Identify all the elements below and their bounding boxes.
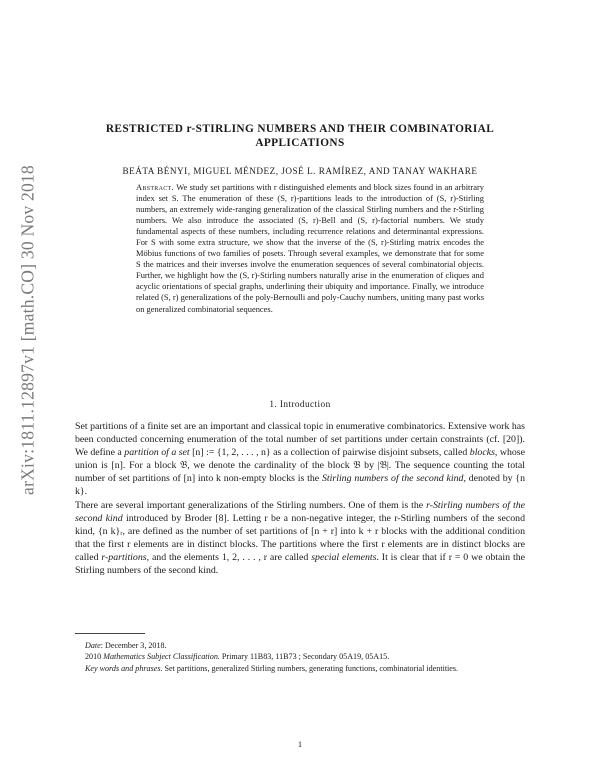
text-run: [n] := {1, 2, . . . , n} as a collection of pairwise disjoint subsets, called [189,447,470,459]
msc-label: Mathematics Subject Classification. [103,652,220,662]
emphasis: special elements [311,551,377,563]
text-run: , whose union is [n]. For a block 𝔅, we denote the cardinality of the block 𝔅 by |𝔅|. The sequence counting the total number of set partitions of [n] into k non-empty blocks is the [75,447,526,485]
emphasis: r-partitions [101,551,147,563]
msc-value: Primary 11B83, 11B73 ; Secondary 05A19, 05A15. [219,652,390,662]
author-list: BEÁTA BÉNYI, MIGUEL MÉNDEZ, JOSÉ L. RAMÍREZ, AND TANAY WAKHARE [122,166,478,176]
text-run: Set partitions of a finite set are an important and classical topic in enumerative combinatorics. Extensive work has been conducted concerning enumeration of the total number of set partitions under certain constraints (cf. [20]). We define a [75,421,525,459]
footnote-msc [75,651,525,662]
paper-title [75,122,525,150]
section-heading: 1. Introduction [269,400,331,410]
msc-year: 2010 [85,652,104,662]
emphasis: blocks [469,447,495,459]
abstract-text: We study set partitions with r distinguished elements and block sizes found in an arbitrary index set S. The enumeration of these (S, r)-partitions leads to the introduction of (S, r)-Stirling numbers, an extremely wide-ranging generalization of the classical Stirling numbers and the r-Stirling numbers. We also introduce the associated (S, r)-Bell and (S, r)-factorial numbers. We study fundamental aspects of these numbers, including recurrence relations and determinantal expressions. For S with some extra structure, we show that the inverse of the (S, r)-Stirling matrix encodes the Möbius functions of two families of posets. Through several examples, we demonstrate that for some S the matrices and their inverses involve the enumeration sequences of several combinatorial objects. Further, we highlight how the (S, r)-Stirling numbers naturally arise in the enumeration of cliques and acyclic orientations of special graphs, underlining their ubiquity and importance. Finally, we introduce related (S, r) generalizations of the poly-Bernoulli and poly-Cauchy numbers, uniting many past works on generalized combinatorial sequences. [136,182,484,314]
text-run: introduced by Broder [8]. Letting r be a non-negative integer, the r-Stirling numbers of the second kind, {n k}ᵣ, are defined as the number of set partitions of [n + r] into k + r blocks with the additional condition that the first r elements are in distinct blocks. The partitions where the first r elements are in distinct blocks are called [75,512,525,563]
title-line-1: RESTRICTED r-STIRLING NUMBERS AND THEIR COMBINATORIAL [105,123,495,135]
footnote-divider [75,633,145,634]
text-run: There are several important generalizations of the Stirling numbers. One of them is the [75,499,427,511]
text-run: . It is clear that if r = 0 we obtain the Stirling numbers of the second kind. [75,551,525,577]
emphasis: partition of a set [124,447,190,459]
date-label: Date [85,641,101,650]
emphasis: r-Stirling numbers of the second kind [75,499,525,524]
paragraph-1 [75,420,525,499]
keywords-value: Set partitions, generalized Stirling numbers, generating functions, combinatorial identities. [162,663,459,673]
arxiv-identifier: arXiv:1811.12897v1 [math.CO] 30 Nov 2018 [17,165,38,495]
footnote-date [75,640,525,651]
abstract [136,182,484,315]
abstract-label: Abstract. [136,182,174,192]
footnote-keywords [75,663,525,674]
page-number: 1 [297,739,303,749]
paragraph-2 [75,499,525,578]
text-run: , and the elements 1, 2, . . . , r are called [146,551,312,563]
keywords-label: Key words and phrases. [85,663,163,673]
title-line-2: APPLICATIONS [255,137,345,149]
footnotes [75,640,525,674]
introduction-body [75,420,525,577]
date-value: : December 3, 2018. [100,641,167,650]
text-run: , denoted by {n k}. [75,473,525,498]
emphasis: Stirling numbers of the second kind [321,473,464,485]
